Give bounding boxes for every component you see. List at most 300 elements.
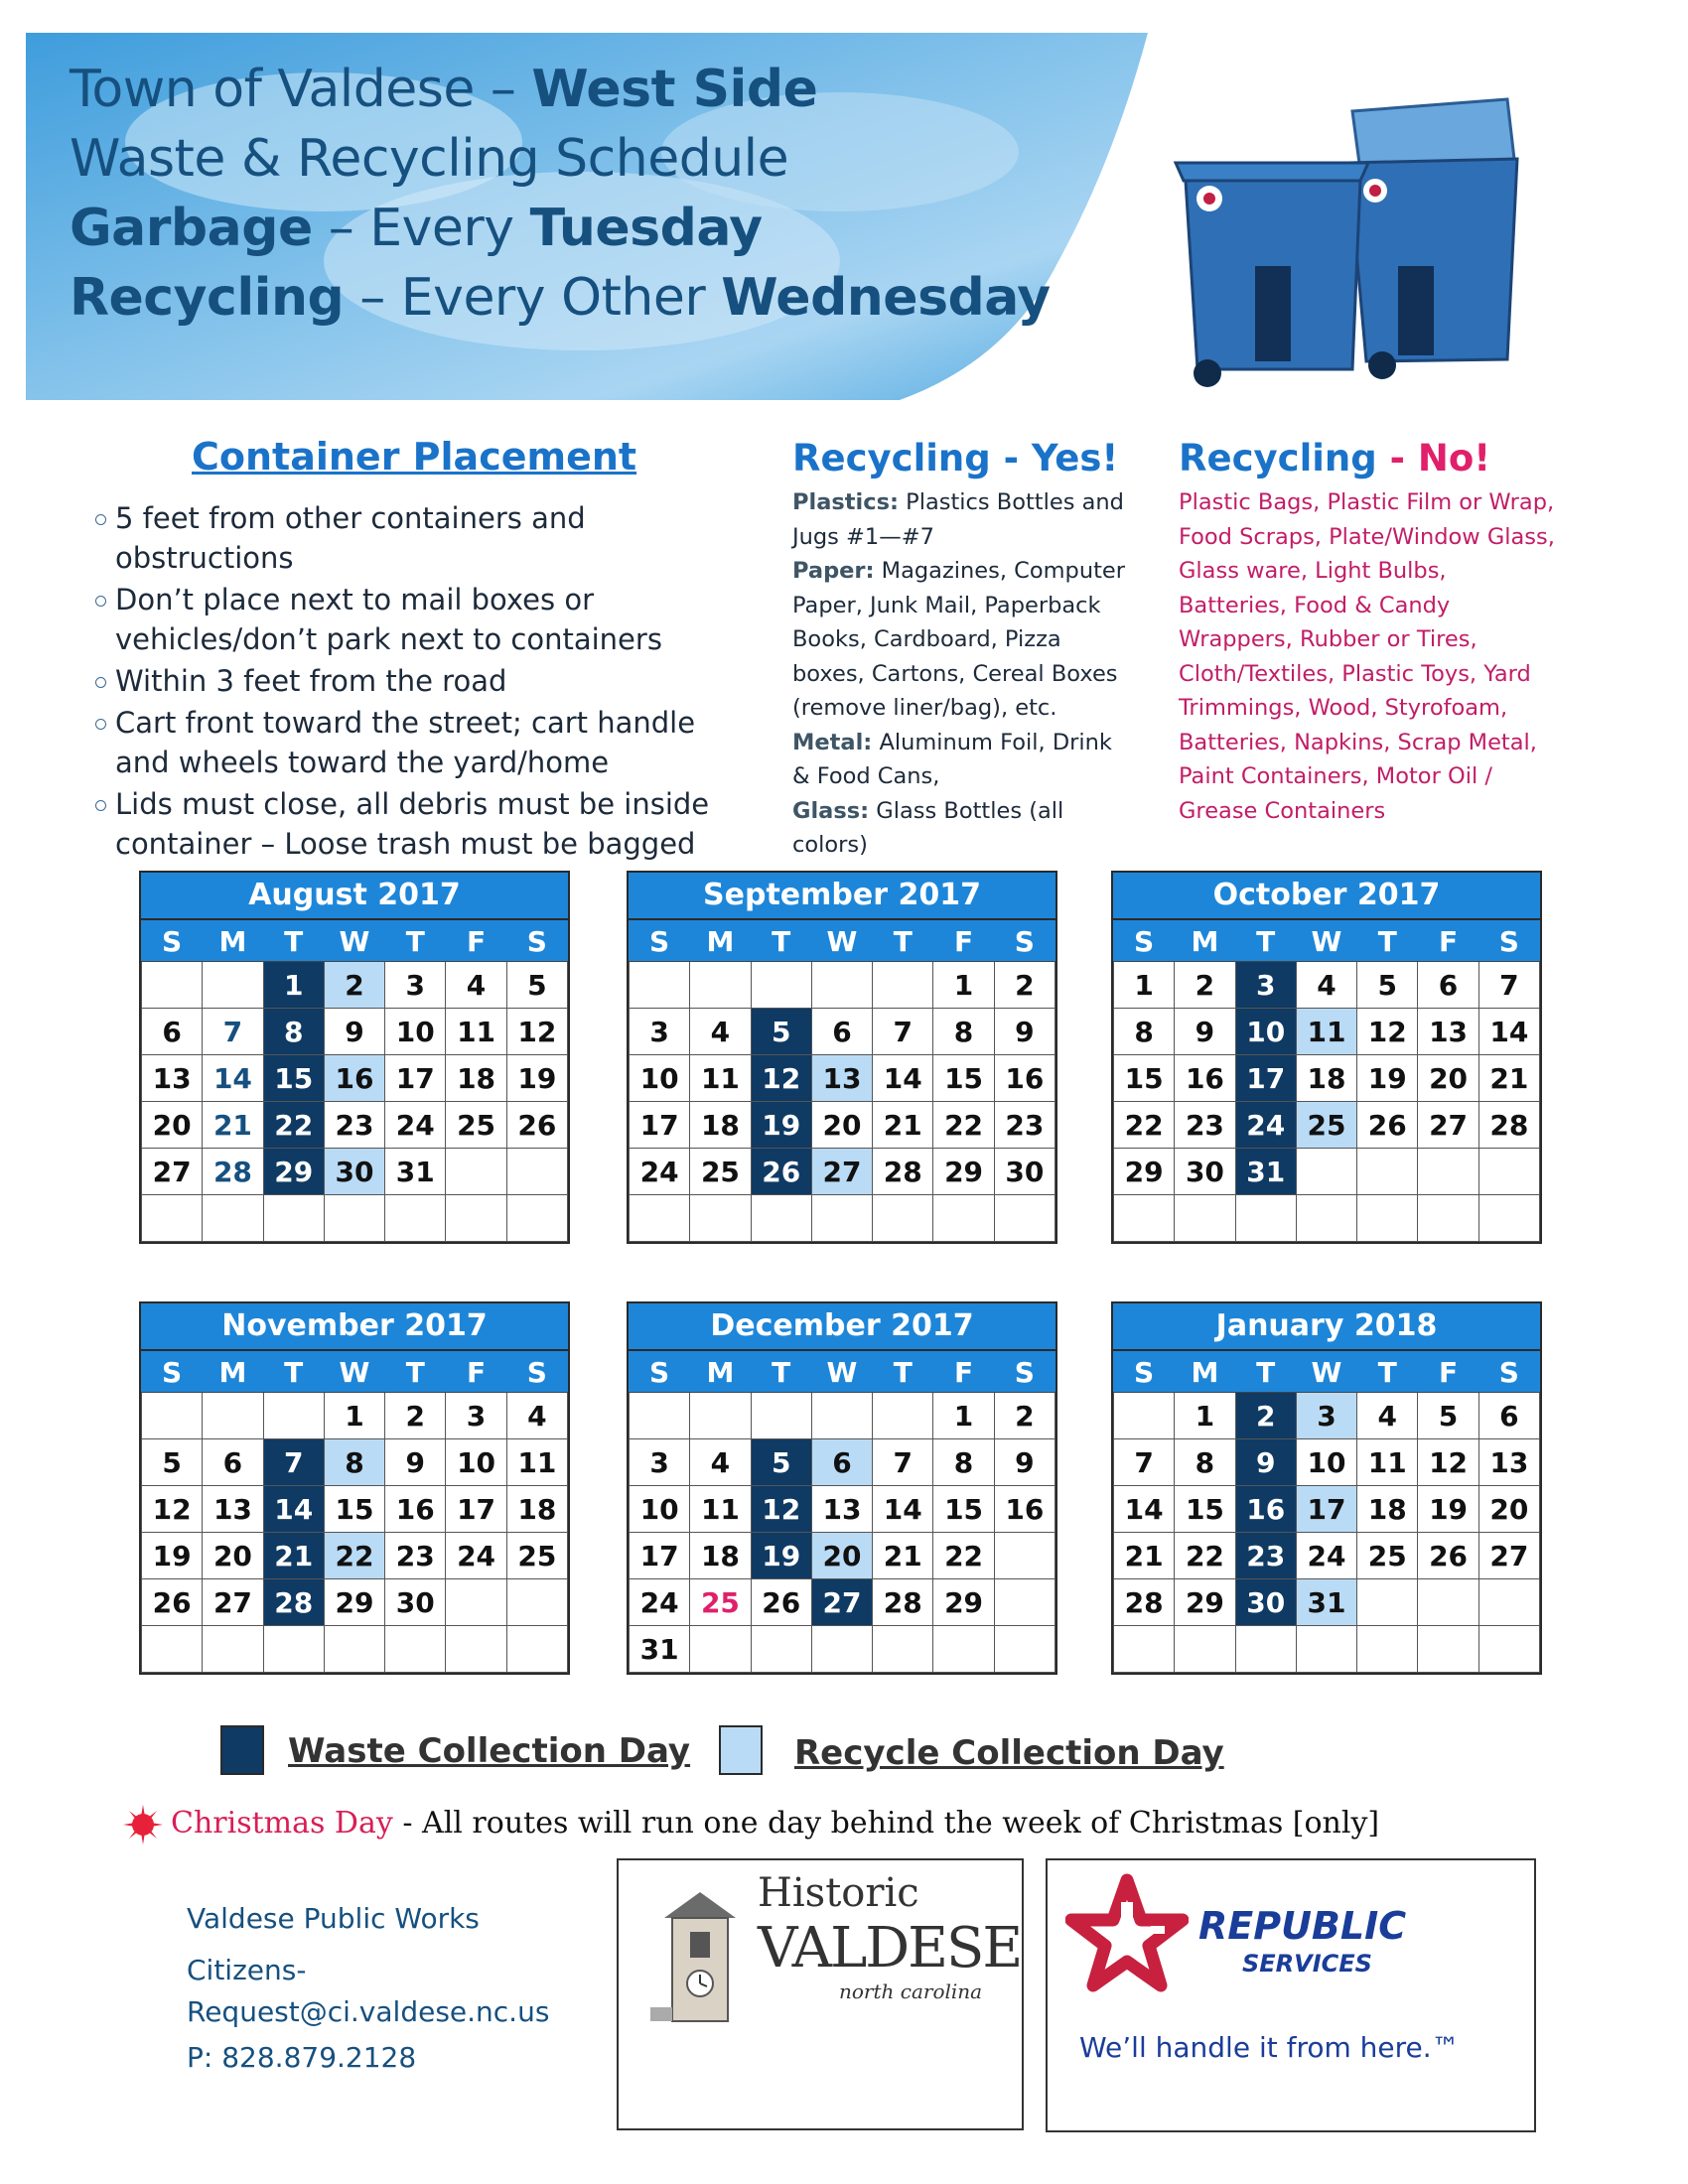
empty-day-cell [1114, 1626, 1175, 1673]
empty-day-cell [690, 1393, 751, 1439]
weekday-header-row [142, 921, 568, 962]
day-cell: 15 [1114, 1055, 1175, 1102]
day-cell: 7 [873, 1439, 933, 1486]
empty-day-cell [1357, 1579, 1418, 1626]
logo-services: SERVICES [1242, 1950, 1372, 1978]
day-cell: 13 [1478, 1439, 1539, 1486]
empty-day-cell [324, 1195, 384, 1242]
day-cell: 7 [203, 1009, 263, 1055]
week-row [630, 1486, 1055, 1533]
week-row [142, 1149, 568, 1195]
day-cell: 31 [630, 1626, 690, 1673]
day-cell: 7 [263, 1439, 324, 1486]
recycle-legend-swatch [719, 1725, 763, 1775]
day-cell: 21 [203, 1102, 263, 1149]
empty-day-cell [446, 1149, 506, 1195]
day-cell: 14 [203, 1055, 263, 1102]
republic-star-icon [1065, 1872, 1189, 1995]
day-cell: 22 [1114, 1102, 1175, 1149]
day-cell: 20 [811, 1533, 872, 1579]
day-cell: 28 [1114, 1579, 1175, 1626]
empty-day-cell [142, 1393, 203, 1439]
list-item: Within 3 feet from the road [87, 661, 753, 701]
day-cell: 23 [1235, 1533, 1296, 1579]
day-cell: 27 [811, 1579, 872, 1626]
empty-day-cell [873, 962, 933, 1009]
day-cell: 5 [142, 1439, 203, 1486]
logo-historic: Historic [758, 1870, 919, 1916]
day-cell: 23 [994, 1102, 1055, 1149]
weekday-header-row [630, 1352, 1055, 1393]
day-cell: 14 [1114, 1486, 1175, 1533]
empty-day-cell [811, 962, 872, 1009]
day-cell: 20 [1418, 1055, 1478, 1102]
weekday-label: S [1478, 921, 1539, 962]
day-cell: 6 [142, 1009, 203, 1055]
week-row [1114, 1195, 1540, 1242]
empty-day-cell [1114, 1195, 1175, 1242]
list-item: Lids must close, all debris must be inside container – Loose trash must be bagged [87, 784, 753, 864]
day-cell: 19 [506, 1055, 567, 1102]
starburst-icon [123, 1805, 163, 1844]
day-cell: 10 [630, 1486, 690, 1533]
day-cell: 11 [446, 1009, 506, 1055]
empty-day-cell [1418, 1195, 1478, 1242]
week-row [1114, 1486, 1540, 1533]
weekday-header-row [1114, 921, 1540, 962]
month-title: August 2017 [141, 873, 568, 920]
day-cell: 10 [385, 1009, 446, 1055]
day-cell: 20 [203, 1533, 263, 1579]
empty-day-cell [203, 962, 263, 1009]
day-cell: 24 [630, 1149, 690, 1195]
weekday-label: W [1296, 921, 1356, 962]
month-grid [1113, 920, 1540, 1242]
weekday-label: W [324, 921, 384, 962]
day-cell: 26 [506, 1102, 567, 1149]
weekday-label: F [933, 1352, 994, 1393]
empty-day-cell [203, 1195, 263, 1242]
day-cell: 4 [690, 1439, 751, 1486]
day-cell: 17 [1235, 1055, 1296, 1102]
empty-day-cell [630, 1195, 690, 1242]
day-cell: 9 [994, 1439, 1055, 1486]
empty-day-cell [751, 1195, 811, 1242]
day-cell: 18 [690, 1533, 751, 1579]
day-cell: 29 [263, 1149, 324, 1195]
weekday-label: T [263, 921, 324, 962]
day-cell: 27 [1418, 1102, 1478, 1149]
day-cell: 7 [1478, 962, 1539, 1009]
weekday-label: F [446, 921, 506, 962]
day-cell: 13 [203, 1486, 263, 1533]
day-cell: 15 [324, 1486, 384, 1533]
day-cell: 24 [1235, 1102, 1296, 1149]
month-grid [629, 1351, 1055, 1673]
week-row [142, 1486, 568, 1533]
day-cell: 2 [1175, 962, 1235, 1009]
week-row [142, 1009, 568, 1055]
empty-day-cell [1478, 1149, 1539, 1195]
empty-day-cell [506, 1149, 567, 1195]
day-cell: 25 [1357, 1533, 1418, 1579]
day-cell: 14 [1478, 1009, 1539, 1055]
placement-heading: Container Placement [192, 435, 637, 478]
day-cell: 14 [873, 1055, 933, 1102]
day-cell: 25 [506, 1533, 567, 1579]
weekday-label: S [1478, 1352, 1539, 1393]
week-row [142, 1579, 568, 1626]
weekday-label: T [1235, 1352, 1296, 1393]
waste-legend-label: Waste Collection Day [288, 1731, 691, 1771]
empty-day-cell [994, 1533, 1055, 1579]
day-cell: 30 [1175, 1149, 1235, 1195]
day-cell: 24 [446, 1533, 506, 1579]
day-cell: 28 [263, 1579, 324, 1626]
empty-day-cell [203, 1626, 263, 1673]
day-cell: 31 [1296, 1579, 1356, 1626]
day-cell: 10 [1296, 1439, 1356, 1486]
weekday-label: F [1418, 1352, 1478, 1393]
week-row [142, 1626, 568, 1673]
day-cell: 11 [1357, 1439, 1418, 1486]
day-cell: 30 [1235, 1579, 1296, 1626]
weekday-header-row [1114, 1352, 1540, 1393]
empty-day-cell [263, 1626, 324, 1673]
day-cell: 21 [873, 1533, 933, 1579]
recycling-carts-icon [1172, 71, 1529, 389]
month-title: September 2017 [629, 873, 1055, 920]
waste-legend-swatch [220, 1725, 264, 1775]
day-cell: 29 [933, 1149, 994, 1195]
day-cell: 11 [690, 1055, 751, 1102]
weekday-header-row [630, 921, 1055, 962]
day-cell: 27 [811, 1149, 872, 1195]
day-cell: 17 [630, 1533, 690, 1579]
contact-info [187, 1894, 549, 2083]
empty-day-cell [1478, 1626, 1539, 1673]
day-cell: 18 [1296, 1055, 1356, 1102]
month-grid [1113, 1351, 1540, 1673]
day-cell: 17 [446, 1486, 506, 1533]
empty-day-cell [933, 1626, 994, 1673]
empty-day-cell [1296, 1195, 1356, 1242]
day-cell: 12 [751, 1055, 811, 1102]
day-cell: 22 [933, 1102, 994, 1149]
day-cell: 19 [142, 1533, 203, 1579]
day-cell: 2 [1235, 1393, 1296, 1439]
day-cell: 21 [263, 1533, 324, 1579]
day-cell: 10 [1235, 1009, 1296, 1055]
weekday-label: T [873, 1352, 933, 1393]
week-row [142, 1533, 568, 1579]
weekday-label: S [630, 921, 690, 962]
day-cell: 1 [933, 962, 994, 1009]
day-cell: 29 [1114, 1149, 1175, 1195]
day-cell: 31 [385, 1149, 446, 1195]
day-cell: 3 [630, 1009, 690, 1055]
day-cell: 1 [1114, 962, 1175, 1009]
week-row [1114, 1579, 1540, 1626]
month-title: January 2018 [1113, 1303, 1540, 1351]
month-grid [141, 1351, 568, 1673]
day-cell: 13 [811, 1486, 872, 1533]
recycling-no-section [1179, 437, 1556, 828]
day-cell: 9 [1175, 1009, 1235, 1055]
calendar-september-2017 [627, 871, 1057, 1244]
day-cell: 23 [385, 1533, 446, 1579]
historic-valdese-logo-box [617, 1858, 1024, 2130]
calendar-december-2017 [627, 1301, 1057, 1675]
day-cell: 19 [1357, 1055, 1418, 1102]
weekday-label: W [1296, 1352, 1356, 1393]
empty-day-cell [1478, 1195, 1539, 1242]
day-cell: 2 [994, 1393, 1055, 1439]
day-cell: 10 [630, 1055, 690, 1102]
day-cell: 19 [1418, 1486, 1478, 1533]
day-cell: 25 [690, 1149, 751, 1195]
empty-day-cell [811, 1626, 872, 1673]
day-cell: 5 [1418, 1393, 1478, 1439]
logo-republic: REPUBLIC [1198, 1904, 1407, 1948]
day-cell: 15 [933, 1055, 994, 1102]
day-cell: 1 [1175, 1393, 1235, 1439]
day-cell: 29 [933, 1579, 994, 1626]
title-line-1: Town of Valdese – West Side [70, 60, 818, 119]
weekday-label: T [751, 921, 811, 962]
day-cell: 27 [203, 1579, 263, 1626]
empty-day-cell [811, 1393, 872, 1439]
day-cell: 9 [385, 1439, 446, 1486]
day-cell: 18 [446, 1055, 506, 1102]
empty-day-cell [873, 1626, 933, 1673]
header-title [70, 55, 1051, 333]
day-cell: 12 [506, 1009, 567, 1055]
day-cell: 17 [385, 1055, 446, 1102]
weekday-label: M [1175, 1352, 1235, 1393]
day-cell: 5 [1357, 962, 1418, 1009]
weekday-label: T [873, 921, 933, 962]
day-cell: 7 [873, 1009, 933, 1055]
empty-day-cell [385, 1195, 446, 1242]
weekday-label: F [446, 1352, 506, 1393]
empty-day-cell [1418, 1579, 1478, 1626]
day-cell: 26 [142, 1579, 203, 1626]
empty-day-cell [1296, 1149, 1356, 1195]
day-cell: 8 [324, 1439, 384, 1486]
day-cell: 11 [690, 1486, 751, 1533]
day-cell: 27 [142, 1149, 203, 1195]
empty-day-cell [142, 1626, 203, 1673]
week-row [142, 1195, 568, 1242]
week-row [1114, 1102, 1540, 1149]
day-cell: 20 [811, 1102, 872, 1149]
day-cell: 16 [324, 1055, 384, 1102]
clock-tower-icon [646, 1888, 754, 2027]
week-row [142, 1393, 568, 1439]
day-cell: 6 [1478, 1393, 1539, 1439]
day-cell: 15 [1175, 1486, 1235, 1533]
day-cell: 9 [994, 1009, 1055, 1055]
week-row [1114, 1533, 1540, 1579]
weekday-label: M [203, 1352, 263, 1393]
list-item: 5 feet from other containers and obstructions [87, 498, 753, 578]
day-cell: 21 [1478, 1055, 1539, 1102]
weekday-label: S [142, 921, 203, 962]
day-cell: 9 [324, 1009, 384, 1055]
day-cell: 8 [933, 1439, 994, 1486]
day-cell: 15 [933, 1486, 994, 1533]
day-cell: 12 [751, 1486, 811, 1533]
title-line-3: Garbage – Every Tuesday [70, 199, 763, 258]
day-cell: 30 [994, 1149, 1055, 1195]
week-row [630, 962, 1055, 1009]
day-cell: 26 [1418, 1533, 1478, 1579]
day-cell: 4 [1296, 962, 1356, 1009]
weekday-label: M [690, 921, 751, 962]
calendar-november-2017 [139, 1301, 570, 1675]
empty-day-cell [1357, 1626, 1418, 1673]
weekday-header-row [142, 1352, 568, 1393]
recycling-yes-text: Plastics: Plastics Bottles and Jugs #1—#7 Paper: Magazines, Computer Paper, Junk Mail, Paperback Books, Cardboard, Pizza boxes, Cartons, Cereal Boxes (remove liner/bag), etc. Metal: Aluminum Foil, Drink & Food Cans, Glass: Glass Bottles (all colors) [792, 489, 1125, 858]
empty-day-cell [263, 1393, 324, 1439]
day-cell: 22 [263, 1102, 324, 1149]
day-cell: 3 [1296, 1393, 1356, 1439]
contact-phone: P: 828.879.2128 [187, 2041, 417, 2074]
weekday-label: M [690, 1352, 751, 1393]
empty-day-cell [1296, 1626, 1356, 1673]
day-cell: 6 [1418, 962, 1478, 1009]
empty-day-cell [690, 1195, 751, 1242]
day-cell: 8 [263, 1009, 324, 1055]
week-row [630, 1102, 1055, 1149]
week-row [1114, 1055, 1540, 1102]
day-cell: 3 [385, 962, 446, 1009]
republic-services-logo-box [1046, 1858, 1536, 2132]
day-cell: 16 [994, 1486, 1055, 1533]
title-line-4: Recycling – Every Other Wednesday [70, 268, 1051, 328]
weekday-label: M [1175, 921, 1235, 962]
week-row [1114, 1393, 1540, 1439]
day-cell: 2 [994, 962, 1055, 1009]
empty-day-cell [1357, 1149, 1418, 1195]
week-row [1114, 1439, 1540, 1486]
empty-day-cell [1114, 1393, 1175, 1439]
weekday-label: S [1114, 1352, 1175, 1393]
contact-email: Citizens- Request@ci.valdese.nc.us [187, 1954, 550, 2028]
day-cell: 5 [751, 1009, 811, 1055]
day-cell: 18 [1357, 1486, 1418, 1533]
day-cell: 17 [1296, 1486, 1356, 1533]
recycle-legend-label: Recycle Collection Day [794, 1733, 1224, 1773]
day-cell: 13 [142, 1055, 203, 1102]
day-cell: 8 [1175, 1439, 1235, 1486]
day-cell: 1 [933, 1393, 994, 1439]
recycling-no-text: Plastic Bags, Plastic Film or Wrap, Food Scraps, Plate/Window Glass, Glass ware, Light Bulbs, Batteries, Food & Candy Wrappers, Rubber or Tires, Cloth/Textiles, Plastic Toys, Yard Trimmings, Wood, Styrofoam, Batteries, Napkins, Scrap Metal, Paint Containers, Motor Oil / Grease Containers [1179, 489, 1555, 824]
recycling-yes-section [792, 437, 1130, 863]
empty-day-cell [506, 1579, 567, 1626]
calendar-october-2017 [1111, 871, 1542, 1244]
day-cell: 9 [1235, 1439, 1296, 1486]
day-cell: 22 [1175, 1533, 1235, 1579]
week-row [142, 1102, 568, 1149]
weekday-label: S [994, 1352, 1055, 1393]
month-title: October 2017 [1113, 873, 1540, 920]
day-cell: 15 [263, 1055, 324, 1102]
empty-day-cell [446, 1195, 506, 1242]
month-grid [141, 920, 568, 1242]
week-row [1114, 1149, 1540, 1195]
day-cell: 31 [1235, 1149, 1296, 1195]
day-cell: 30 [385, 1579, 446, 1626]
week-row [630, 1393, 1055, 1439]
day-cell: 25 [690, 1579, 751, 1626]
empty-day-cell [506, 1626, 567, 1673]
empty-day-cell [1357, 1195, 1418, 1242]
week-row [630, 1439, 1055, 1486]
weekday-label: T [1357, 1352, 1418, 1393]
weekday-label: S [506, 1352, 567, 1393]
weekday-label: T [1357, 921, 1418, 962]
weekday-label: T [385, 921, 446, 962]
day-cell: 12 [1418, 1439, 1478, 1486]
day-cell: 21 [873, 1102, 933, 1149]
day-cell: 3 [630, 1439, 690, 1486]
day-cell: 1 [324, 1393, 384, 1439]
day-cell: 14 [263, 1486, 324, 1533]
day-cell: 13 [811, 1055, 872, 1102]
month-title: December 2017 [629, 1303, 1055, 1351]
day-cell: 4 [1357, 1393, 1418, 1439]
day-cell: 19 [751, 1102, 811, 1149]
week-row [630, 1055, 1055, 1102]
empty-day-cell [203, 1393, 263, 1439]
day-cell: 4 [690, 1009, 751, 1055]
empty-day-cell [630, 962, 690, 1009]
day-cell: 30 [324, 1149, 384, 1195]
day-cell: 23 [1175, 1102, 1235, 1149]
weekday-label: F [933, 921, 994, 962]
day-cell: 20 [1478, 1486, 1539, 1533]
empty-day-cell [385, 1626, 446, 1673]
weekday-label: W [811, 1352, 872, 1393]
empty-day-cell [142, 962, 203, 1009]
week-row [1114, 1626, 1540, 1673]
empty-day-cell [142, 1195, 203, 1242]
weekday-label: S [142, 1352, 203, 1393]
day-cell: 28 [1478, 1102, 1539, 1149]
empty-day-cell [1478, 1579, 1539, 1626]
empty-day-cell [1235, 1195, 1296, 1242]
day-cell: 26 [751, 1149, 811, 1195]
empty-day-cell [1175, 1626, 1235, 1673]
recycling-no-heading: Recycling - No! [1179, 437, 1491, 479]
day-cell: 4 [446, 962, 506, 1009]
week-row [630, 1626, 1055, 1673]
day-cell: 28 [873, 1149, 933, 1195]
weekday-label: T [385, 1352, 446, 1393]
day-cell: 3 [1235, 962, 1296, 1009]
day-cell: 28 [203, 1149, 263, 1195]
day-cell: 19 [751, 1533, 811, 1579]
empty-day-cell [873, 1393, 933, 1439]
day-cell: 25 [446, 1102, 506, 1149]
empty-day-cell [994, 1195, 1055, 1242]
day-cell: 10 [446, 1439, 506, 1486]
day-cell: 2 [385, 1393, 446, 1439]
calendar-january-2018 [1111, 1301, 1542, 1675]
day-cell: 25 [1296, 1102, 1356, 1149]
